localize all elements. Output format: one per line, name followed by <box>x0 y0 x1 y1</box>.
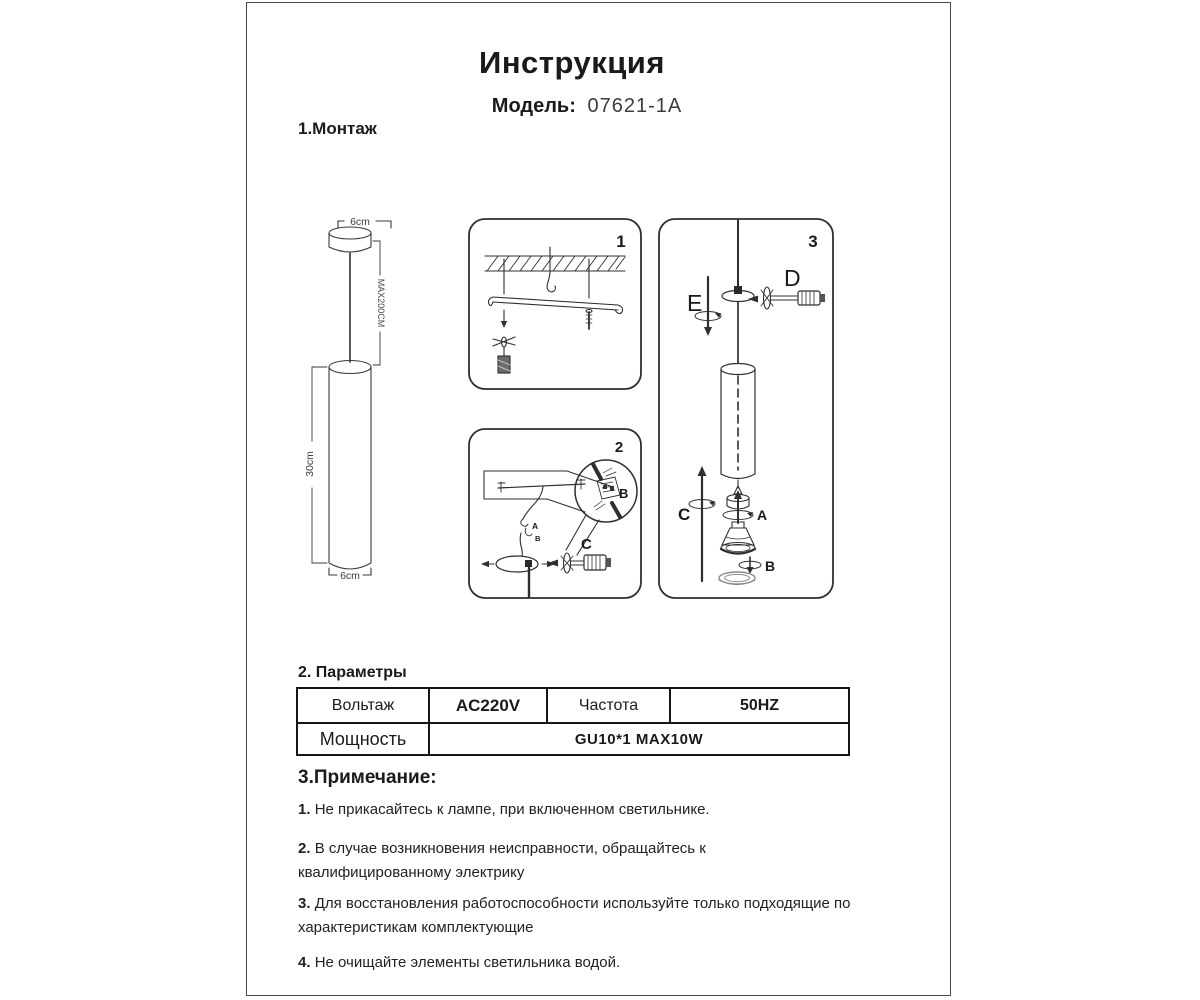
dim-top-label: 6cm <box>350 216 370 228</box>
note-text: Не очищайте элементы светильника водой. <box>314 954 621 971</box>
installation-diagram <box>281 196 861 631</box>
terminal-block <box>597 477 620 499</box>
ceiling-perspective <box>484 471 613 512</box>
voltage-label-cell: Вольтаж <box>297 688 429 723</box>
model-label: Модель: <box>491 95 576 117</box>
terminal-screw-1 <box>603 485 607 489</box>
step-number-2: 2 <box>614 439 624 456</box>
ceiling-hatch <box>487 256 625 271</box>
dim-height-label: 30cm <box>304 451 316 477</box>
terminal-screw-2 <box>610 487 614 491</box>
terminal-wire-bar-1 <box>593 464 601 479</box>
hanging-wire <box>523 486 543 519</box>
page-title: Инструкция <box>479 45 665 80</box>
step-panel-3 <box>659 219 833 598</box>
screwdriver3-cap <box>820 294 825 302</box>
step-number-1: 1 <box>616 232 626 251</box>
section-params-heading: 2. Параметры <box>298 664 407 681</box>
screwdriver-cap <box>606 558 611 567</box>
note-number: 4. <box>298 954 311 971</box>
cylinder-body <box>329 367 371 569</box>
terminal-wire-bar-2 <box>612 503 620 517</box>
canopy-feed-wire <box>520 533 522 556</box>
lamp-dimension-drawing <box>312 221 391 575</box>
params-row-power <box>297 723 849 755</box>
voltage-value-cell: AC220V <box>429 688 547 723</box>
note-number: 3. <box>298 895 311 912</box>
wing-screw-3-cross <box>761 290 773 306</box>
note-item <box>298 837 856 885</box>
note-item <box>298 951 856 975</box>
part-label-d: D <box>784 265 801 291</box>
cylinder3-top <box>721 364 755 375</box>
model-value: 07621-1A <box>587 95 683 117</box>
panel-1-border <box>469 219 641 389</box>
power-label-cell: Мощность <box>297 723 429 755</box>
cord-grip-nut <box>734 286 742 294</box>
part-label-a3: A <box>757 507 768 523</box>
step-number-3: 3 <box>808 232 818 251</box>
screwdriver3-tip <box>748 296 758 303</box>
part-label-b-magnified: B <box>619 486 629 501</box>
dim-bottom-label: 6cm <box>340 570 360 582</box>
canopy-nut <box>525 560 532 567</box>
note-text: В случае возникновения неисправности, обращайтесь к квалифицированному электрику <box>298 840 706 881</box>
rotate-e-arrowhead <box>704 327 712 336</box>
part-label-a2: A <box>532 521 539 531</box>
toggle-wings <box>493 337 515 346</box>
screwdriver3-shaft <box>771 296 798 300</box>
bracket-edge <box>498 484 585 488</box>
screwdriver-handle-hatch <box>588 555 600 570</box>
section-montage-heading: 1.Монтаж <box>298 119 377 138</box>
part-label-b2: B <box>535 534 541 543</box>
power-value-cell: GU10*1 MAX10W <box>429 723 849 755</box>
page <box>246 2 951 996</box>
part-label-e: E <box>687 290 703 316</box>
mounting-bracket <box>489 297 623 314</box>
anchor-arrowhead <box>501 321 507 328</box>
model-line <box>247 95 927 118</box>
frequency-value-cell: 50HZ <box>670 688 849 723</box>
screwdriver-shaft <box>571 561 584 565</box>
note-text: Не прикасайтесь к лампе, при включенном светильнике. <box>314 801 710 818</box>
part-label-c3: C <box>678 505 691 524</box>
section-notes-heading: 3.Примечание: <box>298 767 437 788</box>
frequency-label-cell: Частота <box>547 688 670 723</box>
params-table <box>296 687 850 756</box>
note-item <box>298 798 856 822</box>
part-label-b3: B <box>765 558 776 574</box>
note-number: 1. <box>298 801 311 818</box>
params-row-voltage <box>297 688 849 723</box>
note-text: Для восстановления работоспособности используйте только подходящие по характеристикам комплектующие <box>298 895 851 936</box>
note-number: 2. <box>298 840 311 857</box>
wing-screw-cross <box>561 556 573 570</box>
screwdriver3-handle-hatch <box>802 291 814 305</box>
canopy-top <box>329 227 371 239</box>
wire-hook-b <box>525 528 532 536</box>
part-label-c2: C <box>581 536 592 553</box>
bulb-shading <box>726 537 750 539</box>
screwdriver-handle <box>584 555 606 570</box>
canopy-body <box>329 233 371 252</box>
wire-hook-a <box>521 519 528 526</box>
arrow-left-head <box>481 561 489 567</box>
notes-list <box>298 798 856 975</box>
step-panel-1 <box>469 219 641 389</box>
panel-3-border <box>659 219 833 598</box>
note-item <box>298 892 856 940</box>
lift-arrowhead <box>698 466 707 476</box>
dim-wire-label: MAX200CM <box>376 278 386 328</box>
trim-ring <box>719 572 755 585</box>
screwdriver3-handle <box>798 291 820 305</box>
